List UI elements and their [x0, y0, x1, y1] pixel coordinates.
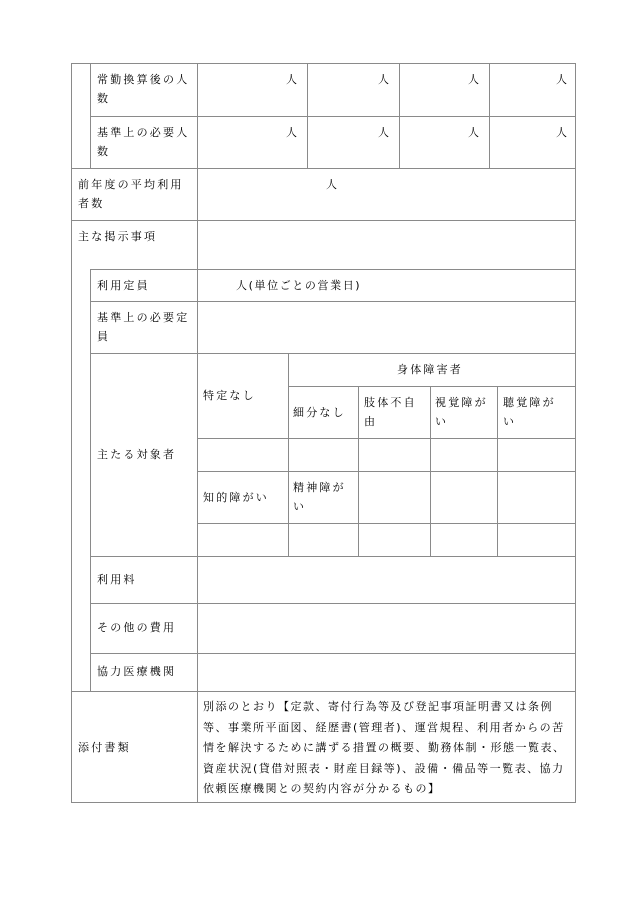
visual-impairment-label: 視覚障がい: [435, 396, 488, 428]
attachments-text: 別添のとおり【定款、寄付行為等及び登記事項証明書又は条例等、事業所平面図、経歴書(管理者)、運営規程、利用者からの苦情を解決するために講ずる措置の概要、勤務体制・形態一覧表、資産状況(貸借対照表・財産目録等)、設備・備品等一覧表、協力依頼医療機関との契約内容が分かるもの】: [203, 700, 566, 795]
attachments-label: 添付書類: [78, 741, 131, 754]
fulltime-equiv-unit-4: 人: [556, 73, 567, 86]
notices-label: 主な掲示事項: [78, 230, 158, 243]
fulltime-equiv-unit-1: 人: [286, 73, 297, 86]
cooperating-medical-label: 協力医療機関: [97, 665, 177, 678]
capacity-value: 人(単位ごとの営業日): [236, 279, 362, 292]
no-subdivision-label: 細分なし: [293, 406, 346, 419]
required-capacity-label: 基準上の必要定員: [97, 311, 190, 343]
target-label: 主たる対象者: [97, 448, 177, 461]
fulltime-equiv-unit-2: 人: [378, 73, 389, 86]
prev-year-avg-unit: 人: [326, 178, 337, 191]
fee-label: 利用料: [97, 573, 137, 586]
required-staff-unit-1: 人: [286, 126, 297, 139]
mental-disability-label: 精神障がい: [293, 481, 346, 513]
required-staff-unit-3: 人: [468, 126, 479, 139]
required-staff-unit-2: 人: [378, 126, 389, 139]
hearing-impairment-label: 聴覚障がい: [503, 396, 556, 428]
intellectual-disability-label: 知的障がい: [203, 491, 269, 504]
physical-disability-header: 身体障害者: [397, 363, 463, 376]
not-specified-label: 特定なし: [203, 389, 256, 402]
required-staff-label: 基準上の必要人数: [97, 126, 190, 158]
other-costs-label: その他の費用: [97, 621, 177, 634]
required-staff-unit-4: 人: [556, 126, 567, 139]
prev-year-avg-label: 前年度の平均利用者数: [78, 178, 184, 210]
capacity-label: 利用定員: [97, 279, 150, 292]
limb-disability-label: 肢体不自由: [364, 396, 417, 428]
fulltime-equiv-unit-3: 人: [468, 73, 479, 86]
fulltime-equiv-label: 常勤換算後の人数: [97, 73, 190, 105]
